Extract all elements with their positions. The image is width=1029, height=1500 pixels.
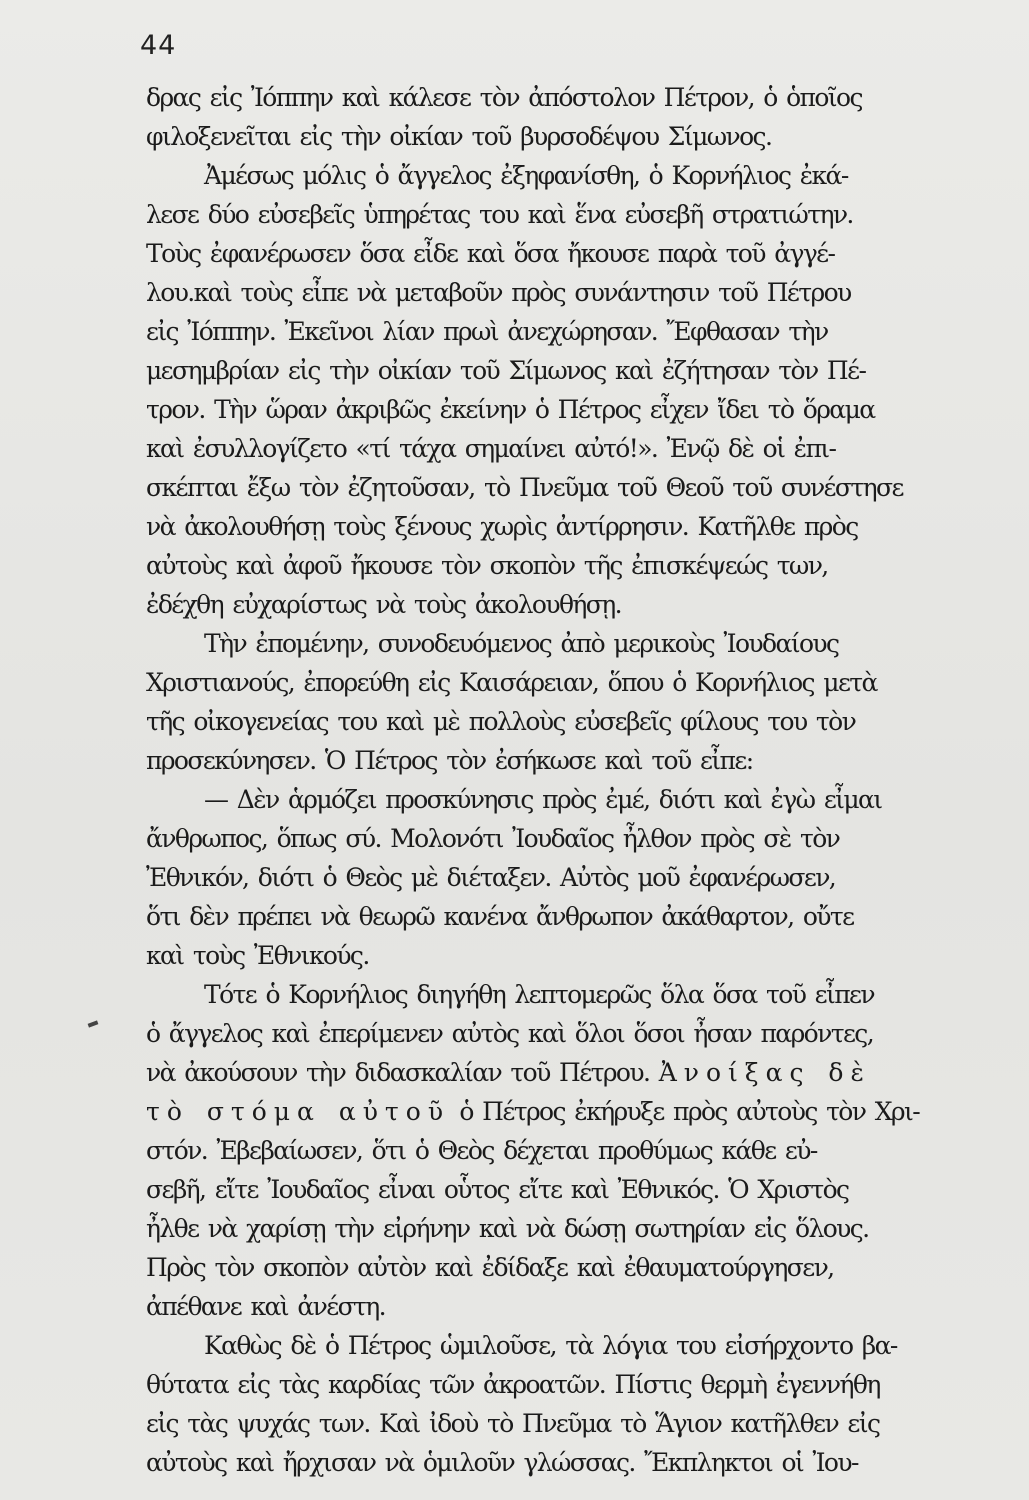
text-line: Ἀμέσως μόλις ὁ ἄγγελος ἐξηφανίσθη, ὁ Κορνήλιος ἐκά-	[204, 161, 848, 190]
text-line: σκέπται ἔξω τὸν ἐζητοῦσαν, τὸ Πνεῦμα τοῦ Θεοῦ τοῦ συνέστησε	[146, 473, 903, 502]
text-line: Ἐθνικόν, διότι ὁ Θεὸς μὲ διέταξεν. Αὐτὸς μοῦ ἐφανέρωσεν,	[146, 863, 836, 892]
text-line: σεβῆ, εἴτε Ἰουδαῖος εἶναι οὗτος εἴτε καὶ Ἐθνικός. Ὁ Χριστὸς	[146, 1175, 849, 1204]
margin-mark	[88, 1020, 99, 1027]
text-line: ἀπέθανε καὶ ἀνέστη.	[146, 1292, 386, 1321]
text-line	[146, 1053, 1026, 1092]
text-line: λου.καὶ τοὺς εἶπε νὰ μεταβοῦν πρὸς συνάντησιν τοῦ Πέτρου	[146, 278, 851, 307]
text-segment: ὁ Πέτρος ἐκήρυξε πρὸς αὐτοὺς τὸν Χρι-	[459, 1097, 920, 1126]
text-segment: νὰ ἀκούσουν τὴν διδασκαλίαν τοῦ Πέτρου.	[146, 1058, 650, 1087]
text-line: ἦλθε νὰ χαρίσῃ τὴν εἰρήνην καὶ νὰ δώσῃ σωτηρίαν εἰς ὅλους.	[146, 1214, 869, 1243]
text-line: προσεκύνησεν. Ὁ Πέτρος τὸν ἐσήκωσε καὶ τοῦ εἶπε:	[146, 746, 753, 775]
text-line: Τότε ὁ Κορνήλιος διηγήθη λεπτομερῶς ὅλα ὅσα τοῦ εἶπεν	[204, 980, 874, 1009]
text-line: Τὴν ἐπομένην, συνοδευόμενος ἀπὸ μερικοὺς Ἰουδαίους	[204, 629, 839, 658]
text-line: Καθὼς δὲ ὁ Πέτρος ὡμιλοῦσε, τὰ λόγια του εἰσήρχοντο βα-	[204, 1331, 897, 1360]
text-line: εἰς τὰς ψυχάς των. Καὶ ἰδοὺ τὸ Πνεῦμα τὸ Ἅγιον κατῆλθεν εἰς	[146, 1409, 880, 1438]
text-line: λεσε δύο εὐσεβεῖς ὑπηρέτας του καὶ ἕνα εὐσεβῆ στρατιώτην.	[146, 200, 853, 229]
text-line: καὶ ἐσυλλογίζετο «τί τάχα σημαίνει αὐτό!». Ἐνῷ δὲ οἱ ἐπι-	[146, 434, 836, 463]
text-line: στόν. Ἐβεβαίωσεν, ὅτι ὁ Θεὸς δέχεται προθύμως κάθε εὐ-	[146, 1136, 817, 1165]
text-line: αὐτοὺς καὶ ἀφοῦ ἤκουσε τὸν σκοπὸν τῆς ἐπισκέψεώς των,	[146, 551, 828, 580]
text-line: Χριστιανούς, ἐπορεύθη εἰς Καισάρειαν, ὅπου ὁ Κορνήλιος μετὰ	[146, 668, 877, 697]
text-line: Πρὸς τὸν σκοπὸν αὐτὸν καὶ ἐδίδαξε καὶ ἐθαυματούργησεν,	[146, 1253, 834, 1282]
text-line: ὁ ἄγγελος καὶ ἐπερίμενεν αὐτὸς καὶ ὅλοι ὅσοι ἦσαν παρόντες,	[146, 1019, 874, 1048]
text-line: τρον. Τὴν ὥραν ἀκριβῶς ἐκείνην ὁ Πέτρος εἶχεν ἴδει τὸ ὅραμα	[146, 395, 875, 424]
text-line	[146, 1092, 1026, 1131]
text-line: Τοὺς ἐφανέρωσεν ὅσα εἶδε καὶ ὅσα ἤκουσε παρὰ τοῦ ἀγγέ-	[146, 239, 835, 268]
text-line: νὰ ἀκολουθήσῃ τοὺς ξένους χωρὶς ἀντίρρησιν. Κατῆλθε πρὸς	[146, 512, 858, 541]
text-line: μεσημβρίαν εἰς τὴν οἰκίαν τοῦ Σίμωνος καὶ ἐζήτησαν τὸν Πέ-	[146, 356, 866, 385]
text-line: — Δὲν ἁρμόζει προσκύνησις πρὸς ἐμέ, διότι καὶ ἐγὼ εἶμαι	[204, 785, 882, 814]
text-line: ἄνθρωπος, ὅπως σύ. Μολονότι Ἰουδαῖος ἦλθον πρὸς σὲ τὸν	[146, 824, 840, 853]
text-line: δρας εἰς Ἰόππην καὶ κάλεσε τὸν ἀπόστολον Πέτρον, ὁ ὁποῖος	[146, 83, 862, 112]
text-line: καὶ τοὺς Ἐθνικούς.	[146, 941, 369, 970]
body-text	[146, 78, 1026, 1482]
text-line: ἐδέχθη εὐχαρίστως νὰ τοὺς ἀκολουθήσῃ.	[146, 590, 621, 619]
text-line: τῆς οἰκογενείας του καὶ μὲ πολλοὺς εὐσεβεῖς φίλους του τὸν	[146, 707, 856, 736]
page-number: 44	[140, 30, 177, 61]
text-line: ὅτι δὲν πρέπει νὰ θεωρῶ κανένα ἄνθρωπον ἀκάθαρτον, οὔτε	[146, 902, 854, 931]
text-line: αὐτοὺς καὶ ἤρχισαν νὰ ὁμιλοῦν γλώσσας. Ἔκπληκτοι οἱ Ἰου-	[146, 1448, 858, 1477]
spaced-text: τὸ στόμα αὐτοῦ	[146, 1097, 451, 1126]
spaced-text: Ἀνοίξας δὲ	[658, 1058, 871, 1087]
text-line: θύτατα εἰς τὰς καρδίας τῶν ἀκροατῶν. Πίστις θερμὴ ἐγεννήθη	[146, 1370, 880, 1399]
text-line: φιλοξενεῖται εἰς τὴν οἰκίαν τοῦ βυρσοδέψου Σίμωνος.	[146, 122, 772, 151]
text-line: εἰς Ἰόππην. Ἐκεῖνοι λίαν πρωὶ ἀνεχώρησαν. Ἔφθασαν τὴν	[146, 317, 828, 346]
